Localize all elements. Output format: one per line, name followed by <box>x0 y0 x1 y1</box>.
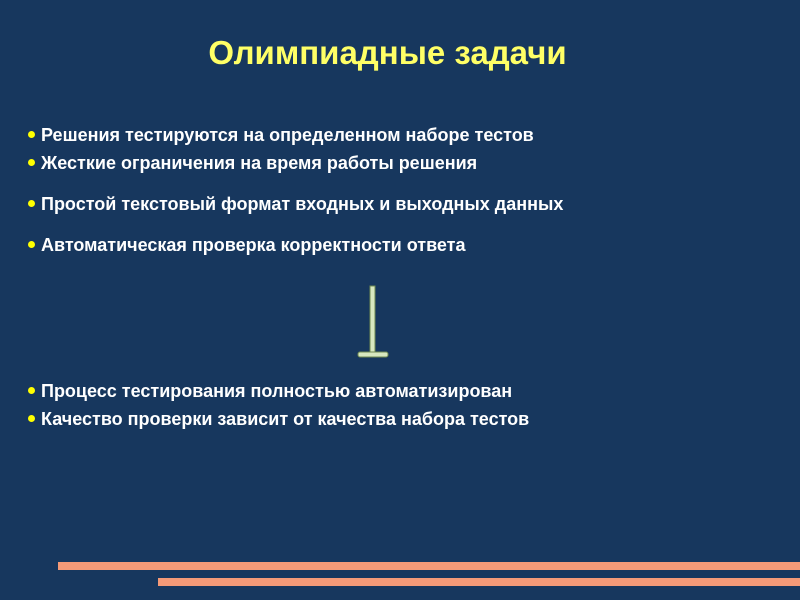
bullet-item-5 <box>28 380 512 402</box>
bullet-item-1 <box>28 124 534 146</box>
bullet-text: Простой текстовый формат входных и выходных данных <box>41 194 564 214</box>
bullet-dot-icon <box>28 241 35 248</box>
slide-title: Олимпиадные задачи <box>208 34 567 71</box>
bullet-item-2 <box>28 152 477 174</box>
bullet-text: Жесткие ограничения на время работы решения <box>41 153 478 173</box>
decorative-stripe-top <box>58 562 800 570</box>
bullet-text: Процесс тестирования полностью автоматизирован <box>41 381 513 401</box>
bullet-item-3 <box>28 193 563 215</box>
bullet-text: Решения тестируются на определенном наборе тестов <box>41 125 534 145</box>
bullet-item-4 <box>28 234 466 256</box>
down-arrow-icon <box>356 284 390 360</box>
decorative-stripe-bottom <box>158 578 800 586</box>
bullet-text: Автоматическая проверка корректности ответа <box>41 235 466 255</box>
bullet-dot-icon <box>28 131 35 138</box>
bullet-text: Качество проверки зависит от качества набора тестов <box>41 409 530 429</box>
bullet-dot-icon <box>28 415 35 422</box>
bullet-dot-icon <box>28 200 35 207</box>
bullet-dot-icon <box>28 387 35 394</box>
bullet-dot-icon <box>28 159 35 166</box>
bullet-item-6 <box>28 408 529 430</box>
